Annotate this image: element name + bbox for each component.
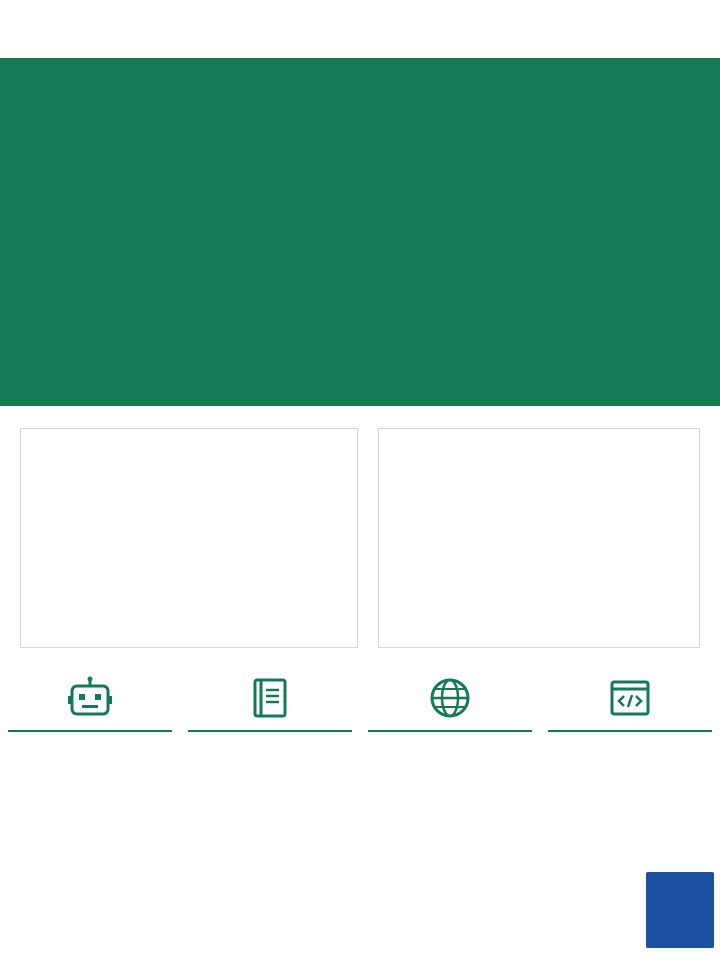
card-agentic-ai xyxy=(28,120,178,144)
globe-icon xyxy=(428,676,472,720)
column-information-equality xyxy=(360,668,540,742)
card-ai-equality xyxy=(198,276,348,300)
book-icon xyxy=(248,676,292,720)
column-knowledge-equality xyxy=(180,668,360,742)
card-organization xyxy=(552,262,702,302)
insights-panel xyxy=(0,58,720,406)
figure1-svg xyxy=(21,429,357,647)
card-investment xyxy=(198,120,348,144)
robot-icon xyxy=(68,676,112,720)
divider xyxy=(548,730,712,732)
publisher-logo xyxy=(646,872,714,948)
title-bar xyxy=(0,0,720,62)
card-impossible-triangle xyxy=(28,276,178,300)
figure1-chart xyxy=(20,428,358,648)
divider xyxy=(188,730,352,732)
code-window-icon xyxy=(608,676,652,720)
divider xyxy=(368,730,532,732)
column-technology-equality xyxy=(540,668,720,742)
card-value xyxy=(376,120,526,144)
card-security xyxy=(376,276,526,300)
figure2-svg xyxy=(379,429,699,647)
column-model-equality xyxy=(0,668,180,742)
divider xyxy=(8,730,172,732)
figure2-chart xyxy=(378,428,700,648)
card-open-source xyxy=(552,120,702,144)
